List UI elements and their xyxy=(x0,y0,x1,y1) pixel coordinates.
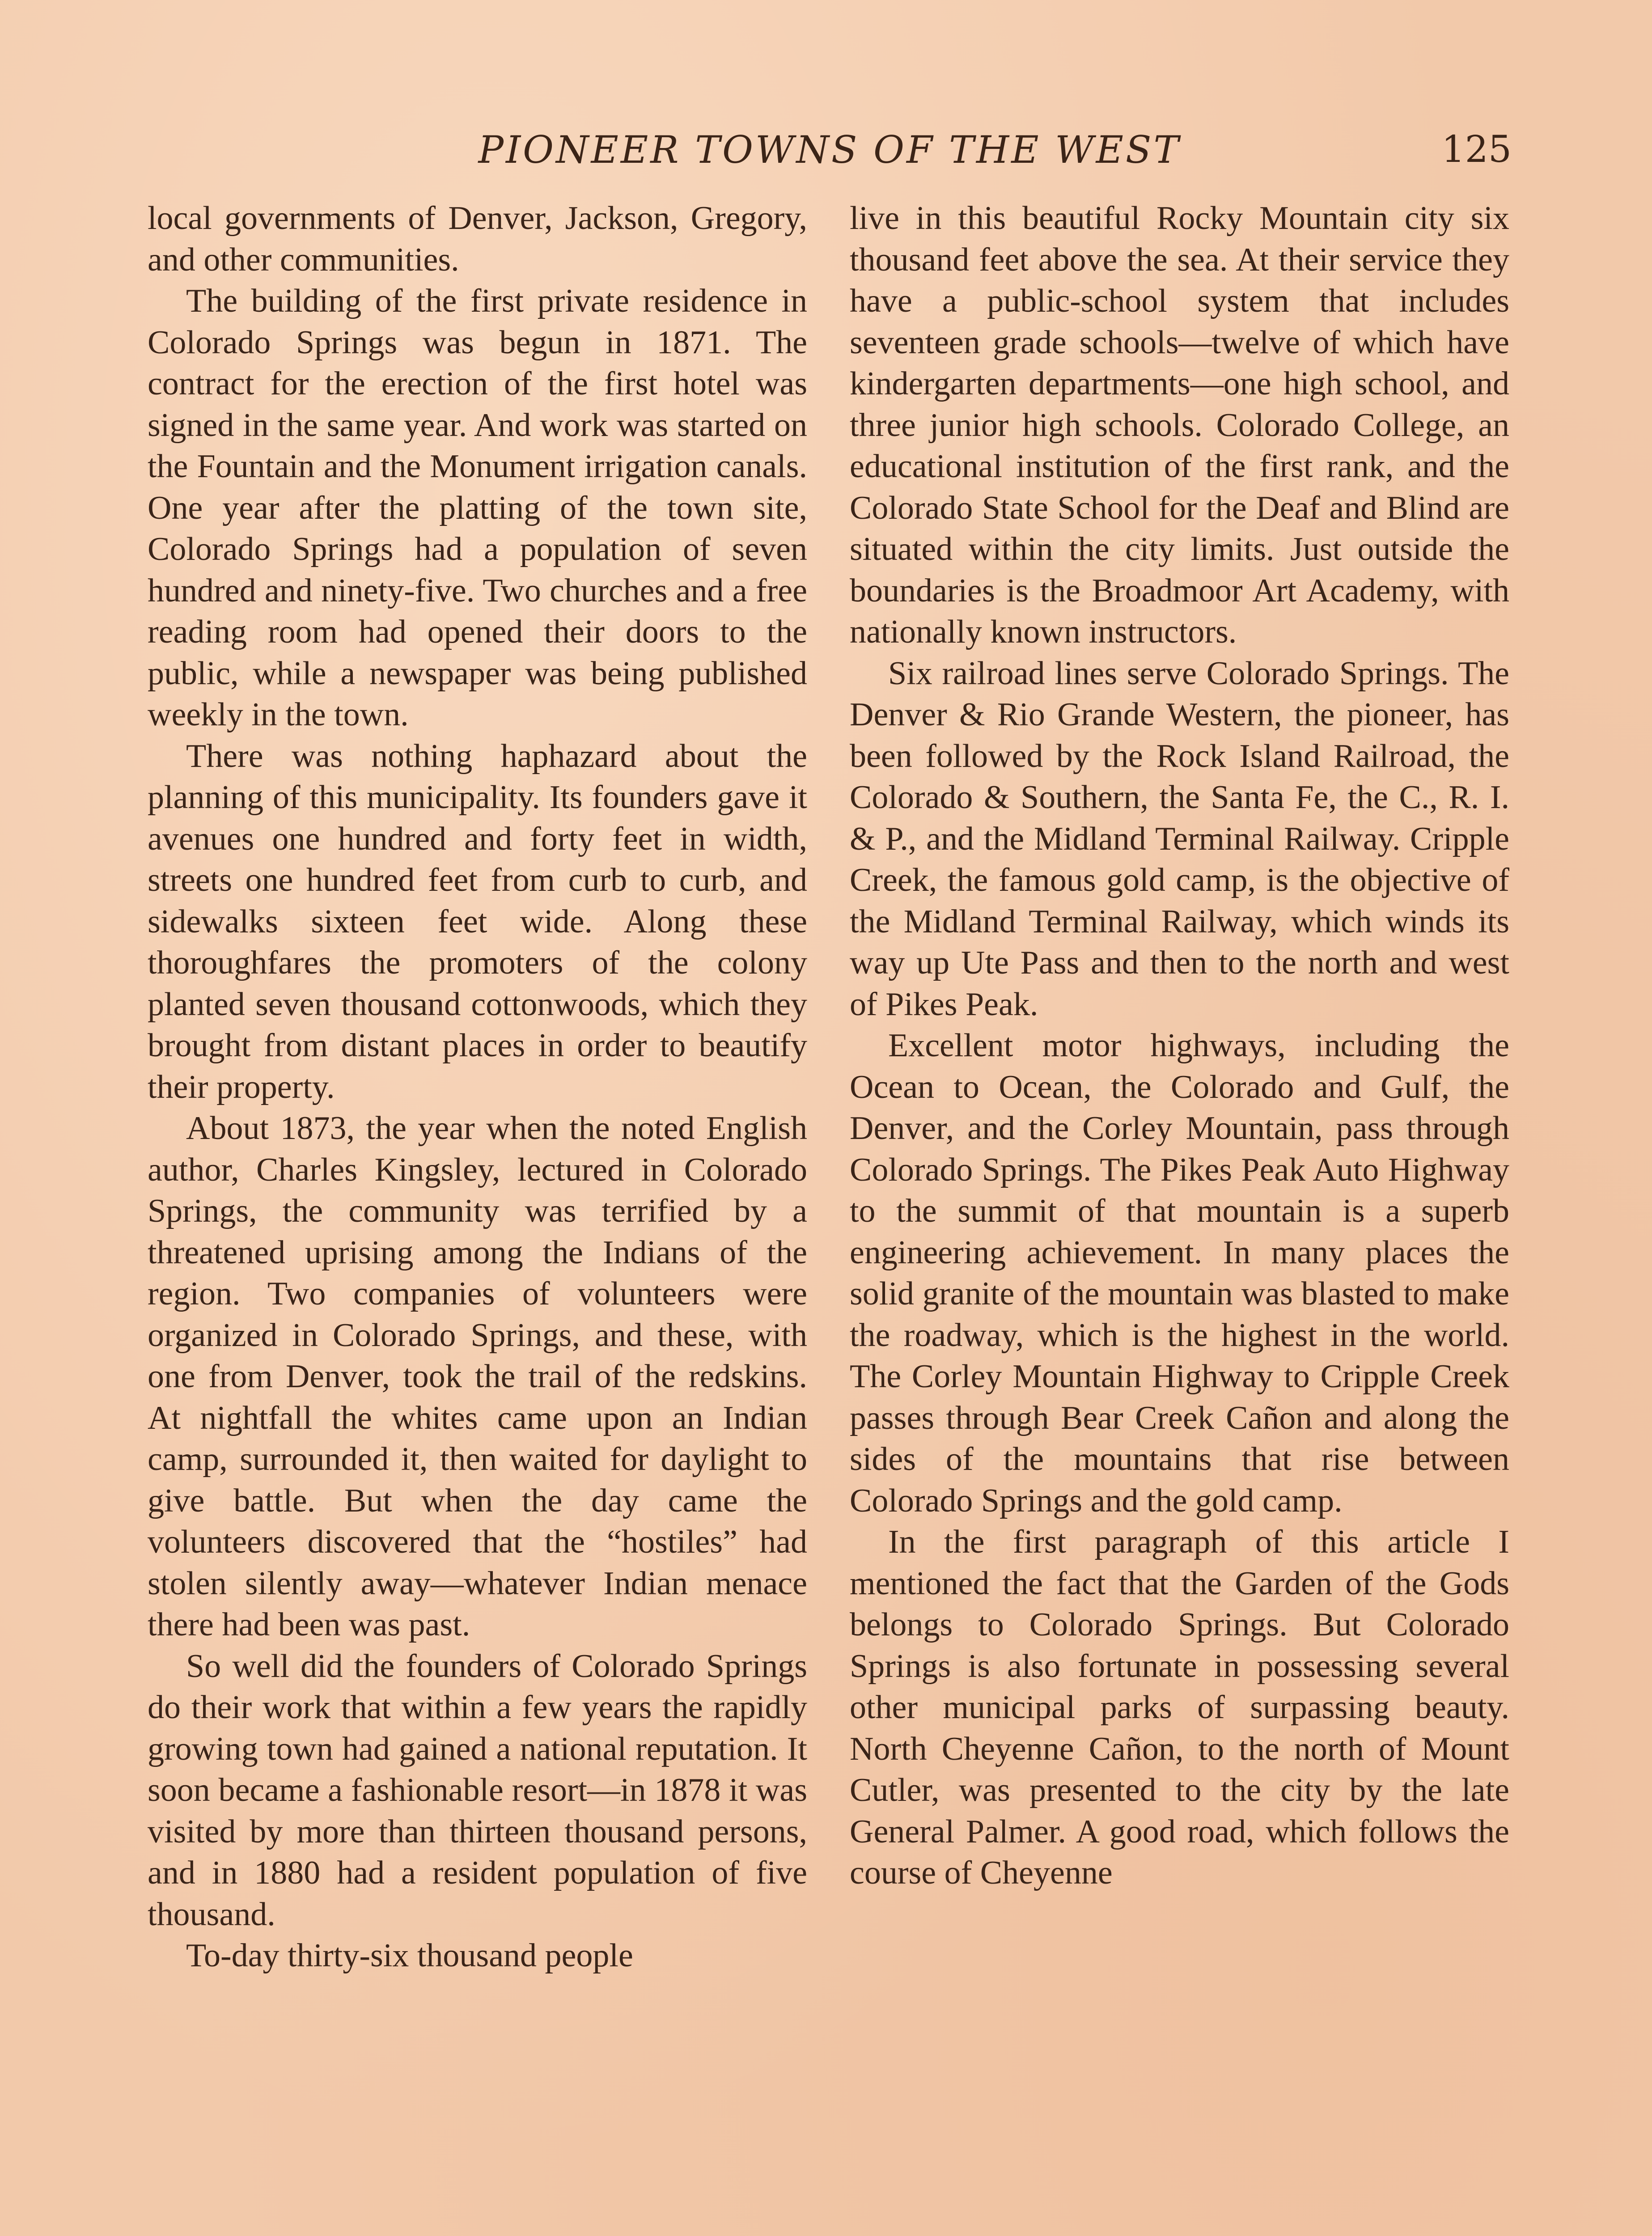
paragraph: The building of the first private residence in Colorado Springs was begun in 1871. The contract for the erection of the first hotel was signed in the same year. And work was started on the Fountain and the Monument irrigation canals. One year after the platting of the town site, Colorado Springs had a population of seven hundred and ninety-five. Two churches and a free reading room had opened their doors to the public, while a newspaper was being published weekly in the town. xyxy=(148,283,807,733)
paragraph: live in this beautiful Rocky Mountain city six thousand feet above the sea. At their service they have a public-school system that includes seventeen grade schools—twelve of which have kindergarten departments—one high school, and three junior high schools. Colorado College, an educational institution of the first rank, and the Colorado State School for the Deaf and Blind are situated within the city limits. Just outside the boundaries is the Broadmoor Art Academy, with nationally known instructors. xyxy=(850,200,1509,650)
paragraph: Excellent motor highways, including the Ocean to Ocean, the Colorado and Gulf, the Denver, and the Corley Mountain, pass through Colorado Springs. The Pikes Peak Auto Highway to the summit of that mountain is a superb engineering achievement. In many places the solid granite of the mountain was blasted to make the roadway, which is the highest in the world. The Corley Mountain Highway to Cripple Creek passes through Bear Creek Cañon and along the sides of the mountains that rise between Colorado Springs and the gold camp. xyxy=(850,1027,1509,1519)
paragraph: About 1873, the year when the noted English author, Charles Kingsley, lectured in Colorado Springs, the community was terrified by a threatened uprising among the Indians of the region. Two companies of volunteers were organized in Colorado Springs, and these, with one from Denver, took the trail of the redskins. At nightfall the whites came upon an Indian camp, surrounded it, then waited for daylight to give battle. But when the day came the volunteers discovered that the “hostiles” had stolen silently away—whatever Indian menace there had been was past. xyxy=(148,1110,807,1643)
paragraph: In the first paragraph of this article I mentioned the fact that the Garden of the Gods belongs to Colorado Springs. But Colorado Springs is also fortunate in possessing several other municipal parks of surpassing beauty. North Cheyenne Cañon, to the north of Mount Cutler, was presented to the city by the late General Palmer. A good road, which follows the course of Cheyenne xyxy=(850,1524,1509,1891)
left-column xyxy=(148,198,807,1977)
paragraph: So well did the founders of Colorado Springs do their work that within a few years the rapidly growing town had gained a national reputation. It soon became a fashionable resort—in 1878 it was visited by more than thirteen thousand persons, and in 1880 had a resident population of five thousand. xyxy=(148,1647,807,1933)
running-title: PIONEER TOWNS OF THE WEST xyxy=(478,128,1181,172)
page-number: 125 xyxy=(1441,128,1512,171)
page-header xyxy=(148,121,1512,179)
paragraph: There was nothing haphazard about the planning of this municipality. Its founders gave it avenues one hundred and forty feet in width, streets one hundred feet from curb to curb, and sidewalks sixteen feet wide. Along these thoroughfares the promoters of the colony planted seven thousand cottonwoods, which they brought from distant places in order to beautify their property. xyxy=(148,737,807,1105)
paragraph: local governments of Denver, Jackson, Gregory, and other communities. xyxy=(148,200,807,278)
paragraph: To-day thirty-six thousand people xyxy=(186,1937,633,1974)
paragraph: Six railroad lines serve Colorado Springs. The Denver & Rio Grande Western, the pioneer, has been followed by the Rock Island Railroad, the Colorado & Southern, the Santa Fe, the C., R. I. & P., and the Midland Terminal Railway. Cripple Creek, the famous gold camp, is the objective of the Midland Terminal Railway, which winds its way up Ute Pass and then to the north and west of Pikes Peak. xyxy=(850,655,1509,1023)
right-column xyxy=(850,198,1509,1894)
